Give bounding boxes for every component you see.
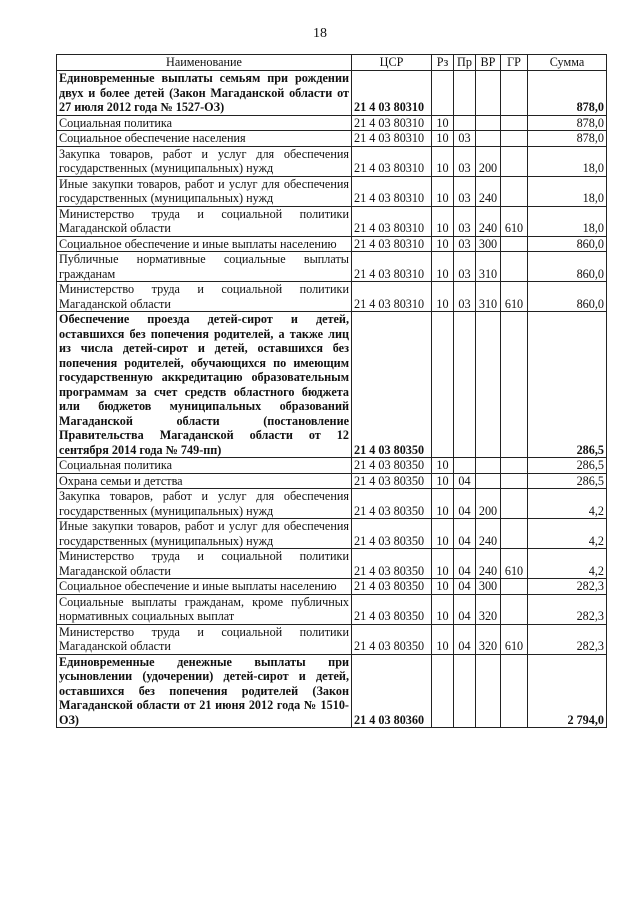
cell-pr: 04: [454, 549, 476, 579]
cell-sum: 18,0: [528, 176, 607, 206]
cell-pr: [454, 71, 476, 116]
cell-rz: 10: [432, 282, 454, 312]
cell-pr: [454, 458, 476, 474]
table-row: [57, 473, 607, 489]
cell-sum: 18,0: [528, 206, 607, 236]
cell-vr: 310: [476, 252, 501, 282]
cell-gr: [501, 489, 528, 519]
cell-vr: 240: [476, 206, 501, 236]
cell-sum: 4,2: [528, 489, 607, 519]
cell-csr: 21 4 03 80350: [352, 549, 432, 579]
cell-gr: 610: [501, 624, 528, 654]
table-row: [57, 282, 607, 312]
cell-csr: 21 4 03 80350: [352, 624, 432, 654]
table-row: [57, 624, 607, 654]
table-row: [57, 654, 607, 728]
cell-csr: 21 4 03 80350: [352, 312, 432, 458]
cell-sum: 286,5: [528, 473, 607, 489]
cell-gr: [501, 252, 528, 282]
cell-rz: 10: [432, 594, 454, 624]
cell-name: Обеспечение проезда детей-сирот и детей, оставшихся без попечения родителей, а также лиц из числа детей-сирот и детей, оставшихся без попечения родителей, обучающихся по имеющим государственную аккредитацию образовательным программам за счет средств областного бюджета или бюджетов муниципальных образований Магаданской области (постановление Правительства Магаданской области от 12 сентября 2014 года № 749-пп): [57, 312, 352, 458]
cell-name: Социальные выплаты гражданам, кроме публичных нормативных социальных выплат: [57, 594, 352, 624]
cell-sum: 282,3: [528, 624, 607, 654]
table-header-row: [57, 55, 607, 71]
cell-name: Социальное обеспечение и иные выплаты населению: [57, 236, 352, 252]
cell-vr: [476, 312, 501, 458]
cell-pr: 04: [454, 473, 476, 489]
cell-rz: 10: [432, 624, 454, 654]
cell-pr: 03: [454, 236, 476, 252]
cell-pr: 03: [454, 206, 476, 236]
cell-gr: [501, 146, 528, 176]
table-row: [57, 71, 607, 116]
cell-csr: 21 4 03 80310: [352, 146, 432, 176]
cell-sum: 860,0: [528, 252, 607, 282]
cell-rz: 10: [432, 176, 454, 206]
cell-pr: 03: [454, 282, 476, 312]
cell-vr: 200: [476, 489, 501, 519]
col-header-gr: ГР: [501, 55, 528, 71]
cell-csr: 21 4 03 80350: [352, 458, 432, 474]
cell-gr: [501, 312, 528, 458]
cell-pr: 04: [454, 489, 476, 519]
cell-sum: 282,3: [528, 579, 607, 595]
cell-name: Публичные нормативные социальные выплаты гражданам: [57, 252, 352, 282]
cell-gr: [501, 236, 528, 252]
cell-gr: 610: [501, 206, 528, 236]
cell-sum: 18,0: [528, 146, 607, 176]
cell-gr: [501, 473, 528, 489]
cell-vr: 240: [476, 519, 501, 549]
cell-pr: [454, 654, 476, 728]
cell-rz: [432, 71, 454, 116]
cell-rz: 10: [432, 473, 454, 489]
col-header-pr: Пр: [454, 55, 476, 71]
cell-pr: [454, 312, 476, 458]
cell-csr: 21 4 03 80360: [352, 654, 432, 728]
cell-vr: [476, 115, 501, 131]
cell-csr: 21 4 03 80350: [352, 579, 432, 595]
cell-pr: 04: [454, 579, 476, 595]
cell-csr: 21 4 03 80350: [352, 594, 432, 624]
cell-vr: [476, 458, 501, 474]
cell-rz: 10: [432, 206, 454, 236]
cell-rz: 10: [432, 458, 454, 474]
col-header-sum: Сумма: [528, 55, 607, 71]
cell-pr: 03: [454, 131, 476, 147]
table-row: [57, 594, 607, 624]
cell-vr: 320: [476, 594, 501, 624]
cell-name: Закупка товаров, работ и услуг для обеспечения государственных (муниципальных) нужд: [57, 489, 352, 519]
cell-csr: 21 4 03 80310: [352, 282, 432, 312]
cell-csr: 21 4 03 80310: [352, 176, 432, 206]
cell-csr: 21 4 03 80350: [352, 473, 432, 489]
table-row: [57, 115, 607, 131]
budget-table: [56, 54, 607, 728]
table-row: [57, 131, 607, 147]
cell-rz: 10: [432, 115, 454, 131]
cell-name: Социальная политика: [57, 115, 352, 131]
cell-vr: 240: [476, 176, 501, 206]
cell-sum: 860,0: [528, 236, 607, 252]
cell-rz: 10: [432, 519, 454, 549]
cell-sum: 860,0: [528, 282, 607, 312]
cell-csr: 21 4 03 80310: [352, 252, 432, 282]
col-header-name: Наименование: [57, 55, 352, 71]
table-row: [57, 252, 607, 282]
cell-name: Министерство труда и социальной политики Магаданской области: [57, 206, 352, 236]
cell-csr: 21 4 03 80310: [352, 206, 432, 236]
page-number: 18: [313, 26, 327, 41]
table-row: [57, 579, 607, 595]
cell-gr: [501, 654, 528, 728]
cell-csr: 21 4 03 80310: [352, 115, 432, 131]
table-row: [57, 458, 607, 474]
cell-csr: 21 4 03 80310: [352, 131, 432, 147]
cell-pr: 04: [454, 519, 476, 549]
cell-pr: [454, 115, 476, 131]
cell-vr: 240: [476, 549, 501, 579]
cell-name: Закупка товаров, работ и услуг для обеспечения государственных (муниципальных) нужд: [57, 146, 352, 176]
cell-pr: 03: [454, 176, 476, 206]
cell-vr: 300: [476, 236, 501, 252]
table-body: [57, 71, 607, 728]
cell-rz: 10: [432, 236, 454, 252]
cell-rz: 10: [432, 579, 454, 595]
cell-vr: 200: [476, 146, 501, 176]
cell-csr: 21 4 03 80310: [352, 71, 432, 116]
cell-name: Социальное обеспечение населения: [57, 131, 352, 147]
cell-gr: 610: [501, 282, 528, 312]
table-row: [57, 146, 607, 176]
cell-pr: 04: [454, 594, 476, 624]
col-header-csr: ЦСР: [352, 55, 432, 71]
table-row: [57, 312, 607, 458]
cell-gr: 610: [501, 549, 528, 579]
cell-sum: 282,3: [528, 594, 607, 624]
cell-rz: [432, 312, 454, 458]
table-row: [57, 176, 607, 206]
cell-name: Иные закупки товаров, работ и услуг для обеспечения государственных (муниципальных) нужд: [57, 176, 352, 206]
cell-vr: [476, 473, 501, 489]
cell-csr: 21 4 03 80310: [352, 236, 432, 252]
cell-gr: [501, 131, 528, 147]
cell-gr: [501, 71, 528, 116]
cell-gr: [501, 519, 528, 549]
col-header-vr: ВР: [476, 55, 501, 71]
table-row: [57, 206, 607, 236]
cell-rz: 10: [432, 549, 454, 579]
cell-vr: [476, 71, 501, 116]
cell-name: Социальная политика: [57, 458, 352, 474]
cell-vr: 310: [476, 282, 501, 312]
cell-sum: 4,2: [528, 549, 607, 579]
cell-gr: [501, 458, 528, 474]
table-row: [57, 549, 607, 579]
cell-rz: 10: [432, 252, 454, 282]
cell-gr: [501, 115, 528, 131]
cell-vr: 300: [476, 579, 501, 595]
table-row: [57, 489, 607, 519]
cell-name: Министерство труда и социальной политики Магаданской области: [57, 624, 352, 654]
cell-sum: 286,5: [528, 312, 607, 458]
cell-name: Министерство труда и социальной политики Магаданской области: [57, 282, 352, 312]
cell-gr: [501, 594, 528, 624]
cell-csr: 21 4 03 80350: [352, 519, 432, 549]
cell-sum: 878,0: [528, 71, 607, 116]
cell-name: Иные закупки товаров, работ и услуг для обеспечения государственных (муниципальных) нужд: [57, 519, 352, 549]
table-row: [57, 236, 607, 252]
cell-gr: [501, 176, 528, 206]
cell-vr: 320: [476, 624, 501, 654]
cell-name: Единовременные денежные выплаты при усыновлении (удочерении) детей-сирот и детей, оставшихся без попечения родителей (Закон Магаданской области от 21 июня 2012 года № 1510-ОЗ): [57, 654, 352, 728]
cell-sum: 4,2: [528, 519, 607, 549]
cell-rz: 10: [432, 489, 454, 519]
cell-rz: 10: [432, 131, 454, 147]
cell-pr: 04: [454, 624, 476, 654]
cell-name: Социальное обеспечение и иные выплаты населению: [57, 579, 352, 595]
table-row: [57, 519, 607, 549]
cell-vr: [476, 131, 501, 147]
col-header-rz: Рз: [432, 55, 454, 71]
cell-name: Министерство труда и социальной политики Магаданской области: [57, 549, 352, 579]
cell-sum: 878,0: [528, 131, 607, 147]
cell-csr: 21 4 03 80350: [352, 489, 432, 519]
cell-sum: 2 794,0: [528, 654, 607, 728]
cell-name: Единовременные выплаты семьям при рождении двух и более детей (Закон Магаданской области от 27 июля 2012 года № 1527-ОЗ): [57, 71, 352, 116]
cell-rz: 10: [432, 146, 454, 176]
cell-rz: [432, 654, 454, 728]
cell-name: Охрана семьи и детства: [57, 473, 352, 489]
cell-sum: 878,0: [528, 115, 607, 131]
cell-pr: 03: [454, 146, 476, 176]
cell-pr: 03: [454, 252, 476, 282]
cell-gr: [501, 579, 528, 595]
cell-sum: 286,5: [528, 458, 607, 474]
cell-vr: [476, 654, 501, 728]
